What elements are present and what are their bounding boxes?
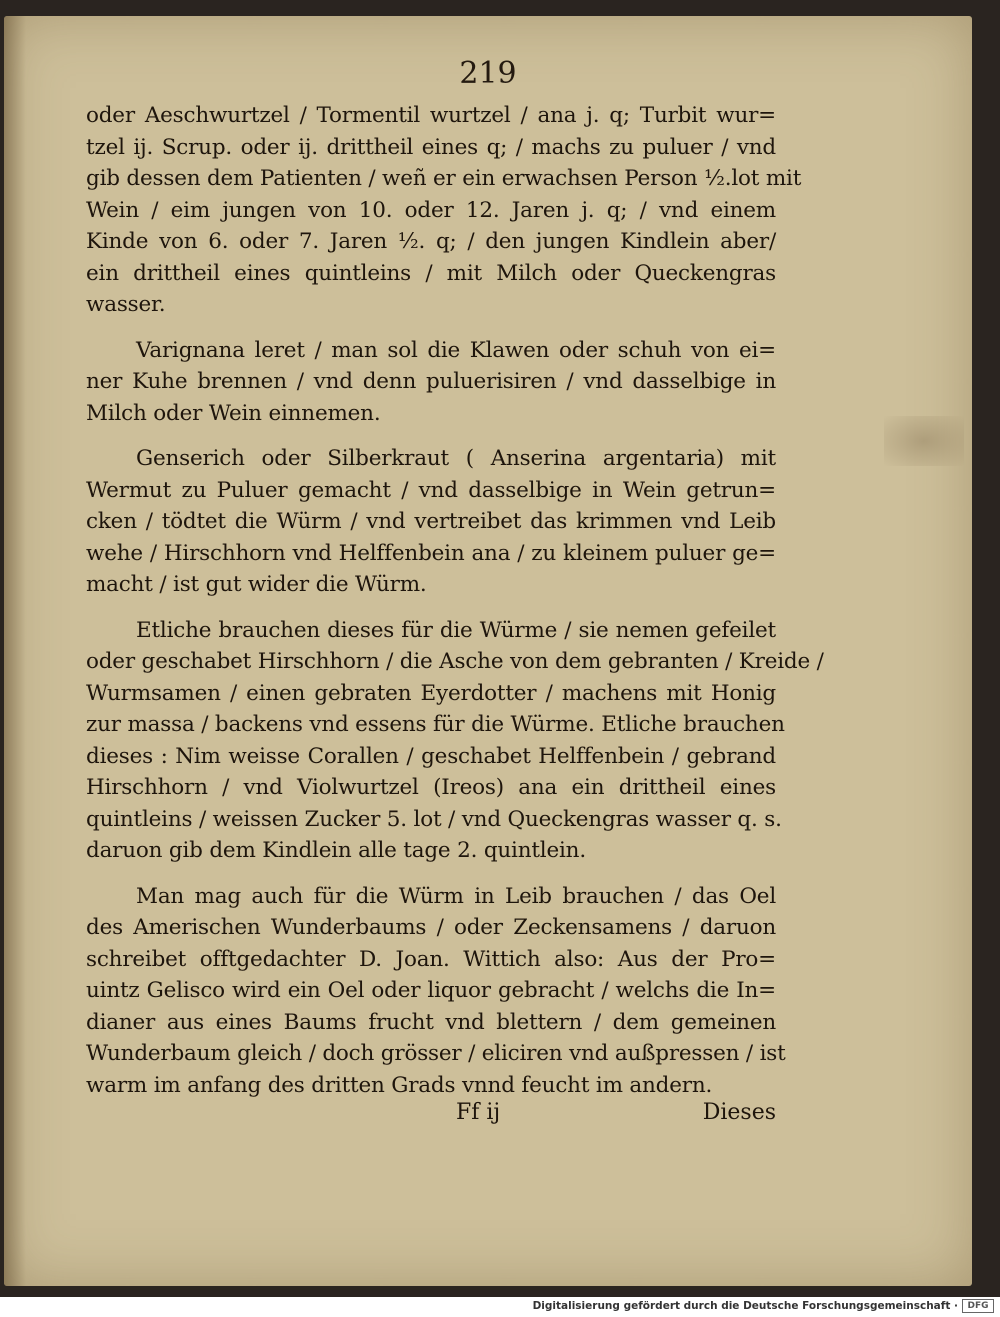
text-line: Wunderbaum gleich / doch grösser / eliciren vnd außpressen / ist (86, 1041, 786, 1066)
dfg-logo: DFG (962, 1299, 994, 1313)
page-number: 219 (459, 56, 517, 91)
text-line: tzel ij. Scrup. oder ij. drittheil eines q; / machs zu puluer / vnd (86, 134, 776, 160)
paragraph-gap (86, 601, 776, 615)
text-line: dianer aus eines Baums frucht vnd blettern / dem gemeinen (86, 1009, 776, 1035)
text-line: oder Aeschwurtzel / Tormentil wurtzel / ana j. q; Turbit wur= (86, 103, 776, 128)
text-line: ein drittheil eines quintleins / mit Milch oder Queckengras (86, 260, 776, 286)
text-line: Genserich oder Silberkraut ( Anserina argentaria) mit (136, 446, 776, 471)
text-line: uintz Gelisco wird ein Oel oder liquor gebracht / welchs die In= (86, 978, 776, 1003)
text-line: Man mag auch für die Würm in Leib brauchen / das Oel (136, 883, 776, 909)
text-line: Milch oder Wein einnemen. (86, 400, 381, 426)
text-line: Varignana leret / man sol die Klawen oder schuh von ei= (136, 337, 776, 363)
page-footer (86, 1100, 776, 1136)
text-line: Wein / eim jungen von 10. oder 12. Jaren j. q; / vnd einem (86, 197, 776, 223)
text-line: des Amerischen Wunderbaums / oder Zeckensamens / daruon (86, 915, 776, 940)
paragraph (86, 335, 776, 430)
text-line: Kinde von 6. oder 7. Jaren ½. q; / den jungen Kindlein aber/ (86, 229, 776, 254)
text-line: wasser. (86, 292, 166, 317)
text-line: Hirschhorn / vnd Violwurtzel (Ireos) ana ein drittheil eines (86, 775, 776, 800)
text-line: dieses : Nim weisse Corallen / geschabet Helffenbein / gebrand (86, 743, 776, 769)
page-gutter-shadow (4, 16, 26, 1286)
paragraph-gap (86, 321, 776, 335)
paper-stain (884, 416, 964, 466)
text-line: gib dessen dem Patienten / weñ er ein erwachsen Person ½.lot mit (86, 166, 802, 191)
paragraph-gap (86, 429, 776, 443)
text-line: Wermut zu Puluer gemacht / vnd dasselbige in Wein getrun= (86, 477, 776, 503)
body-text (86, 100, 824, 1101)
paragraph (86, 881, 786, 1102)
signature-mark: Ff ij (456, 1100, 501, 1125)
text-line: warm im anfang des dritten Grads vnnd feucht im andern. (86, 1072, 713, 1098)
catchword: Dieses (702, 1100, 776, 1125)
paragraph (86, 443, 776, 601)
text-line: ner Kuhe brennen / vnd denn puluerisiren / vnd dasselbige in (86, 369, 776, 394)
text-line: cken / tödtet die Würm / vnd vertreibet das krimmen vnd Leib (86, 509, 776, 534)
text-line: daruon gib dem Kindlein alle tage 2. quintlein. (86, 838, 586, 863)
text-line: wehe / Hirschhorn vnd Helffenbein ana / zu kleinem puluer ge= (86, 540, 776, 566)
paragraph (86, 615, 824, 867)
text-line: Etliche brauchen dieses für die Würme / sie nemen gefeilet (136, 617, 776, 643)
text-line: zur massa / backens vnd essens für die Würme. Etliche brauchen (86, 712, 785, 737)
text-line: oder geschabet Hirschhorn / die Asche von dem gebranten / Kreide / (86, 649, 824, 674)
text-line: macht / ist gut wider die Würm. (86, 572, 427, 597)
funding-notice: Digitalisierung gefördert durch die Deutsche Forschungsgemeinschaft · (532, 1300, 958, 1312)
paragraph-gap (86, 867, 776, 881)
text-line: quintleins / weissen Zucker 5. lot / vnd Queckengras wasser q. s. (86, 806, 782, 832)
book-page (4, 16, 972, 1286)
text-line: Wurmsamen / einen gebraten Eyerdotter / machens mit Honig (86, 680, 776, 706)
text-line: schreibet offtgedachter D. Joan. Wittich also: Aus der Pro= (86, 946, 776, 972)
paragraph (86, 100, 802, 321)
